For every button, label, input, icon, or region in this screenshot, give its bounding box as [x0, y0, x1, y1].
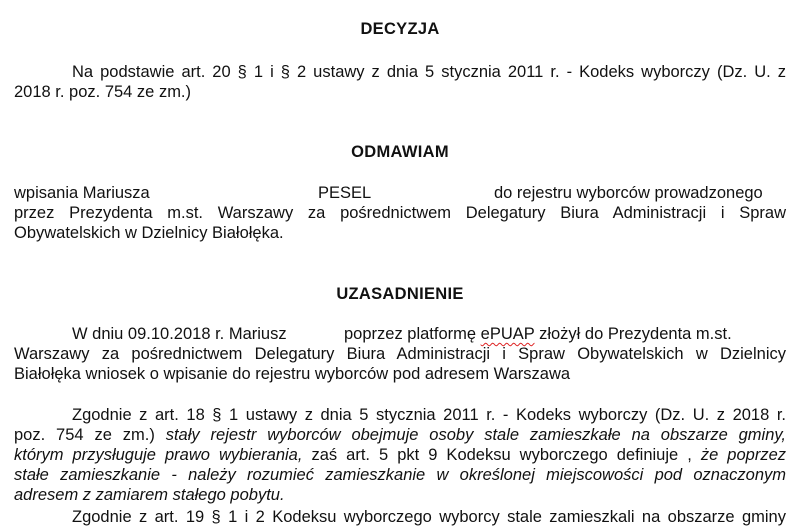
law-line-5: adresem z zamiarem stałego pobytu. — [14, 486, 285, 504]
refusal-line-1a: wpisania Mariusza — [14, 184, 150, 202]
refuse-heading: ODMAWIAM — [351, 143, 449, 161]
legal-basis-line-2: 2018 r. poz. 754 ze zm.) — [14, 83, 192, 101]
law-line-3c: że poprzez — [700, 446, 786, 464]
law-line-4: stałe zamieszkanie - należy rozumieć zamieszkanie w określonej miejscowości pod oznaczonym — [14, 466, 786, 484]
refusal-line-1b: PESEL — [318, 184, 372, 202]
refusal-line-1c: do rejestru wyborców prowadzonego — [494, 184, 763, 202]
facts-line-1a: W dniu 09.10.2018 r. Mariusz — [72, 325, 287, 343]
facts-line-1c-text: złożył do Prezydenta m.st. — [539, 325, 732, 343]
facts-line-1b — [344, 324, 732, 344]
law-line-3b: zaś art. 5 pkt 9 Kodeksu wyborczego definiuje , — [311, 446, 692, 464]
law-line-2b: stały rejestr wyborców obejmuje osoby stale zamieszkałe na obszarze gminy, — [165, 426, 786, 444]
law-line-2 — [14, 425, 786, 445]
law-line-2a: poz. 754 ze zm.) — [14, 426, 155, 444]
facts-line-1b-text: poprzez platformę — [344, 325, 477, 343]
law-line-1: Zgodnie z art. 18 § 1 ustawy z dnia 5 stycznia 2011 r. - Kodeks wyborczy (Dz. U. z 2018 r. — [72, 406, 786, 424]
law-line-3a: którym przysługuje prawo wybierania, — [14, 446, 303, 464]
decision-heading: DECYZJA — [360, 20, 440, 38]
justification-heading: UZASADNIENIE — [336, 285, 464, 303]
residence-line-1: Zgodnie z art. 19 § 1 i 2 Kodeksu wyborczego wyborcy stale zamieszkali na obszarze gminy — [72, 508, 786, 526]
epuap-word: ePUAP — [480, 325, 535, 343]
facts-line-2: Warszawy za pośrednictwem Delegatury Biura Administracji i Spraw Obywatelskich w Dzielnicy — [14, 345, 786, 363]
law-line-3 — [14, 445, 786, 465]
legal-basis-line-1: Na podstawie art. 20 § 1 i § 2 ustawy z dnia 5 stycznia 2011 r. - Kodeks wyborczy (Dz. U. z — [72, 63, 786, 81]
refusal-line-2: przez Prezydenta m.st. Warszawy za pośrednictwem Delegatury Biura Administracji i Spraw — [14, 204, 786, 222]
refusal-line-3: Obywatelskich w Dzielnicy Białołęka. — [14, 224, 284, 242]
facts-line-3: Białołęka wniosek o wpisanie do rejestru wyborców pod adresem Warszawa — [14, 365, 571, 383]
